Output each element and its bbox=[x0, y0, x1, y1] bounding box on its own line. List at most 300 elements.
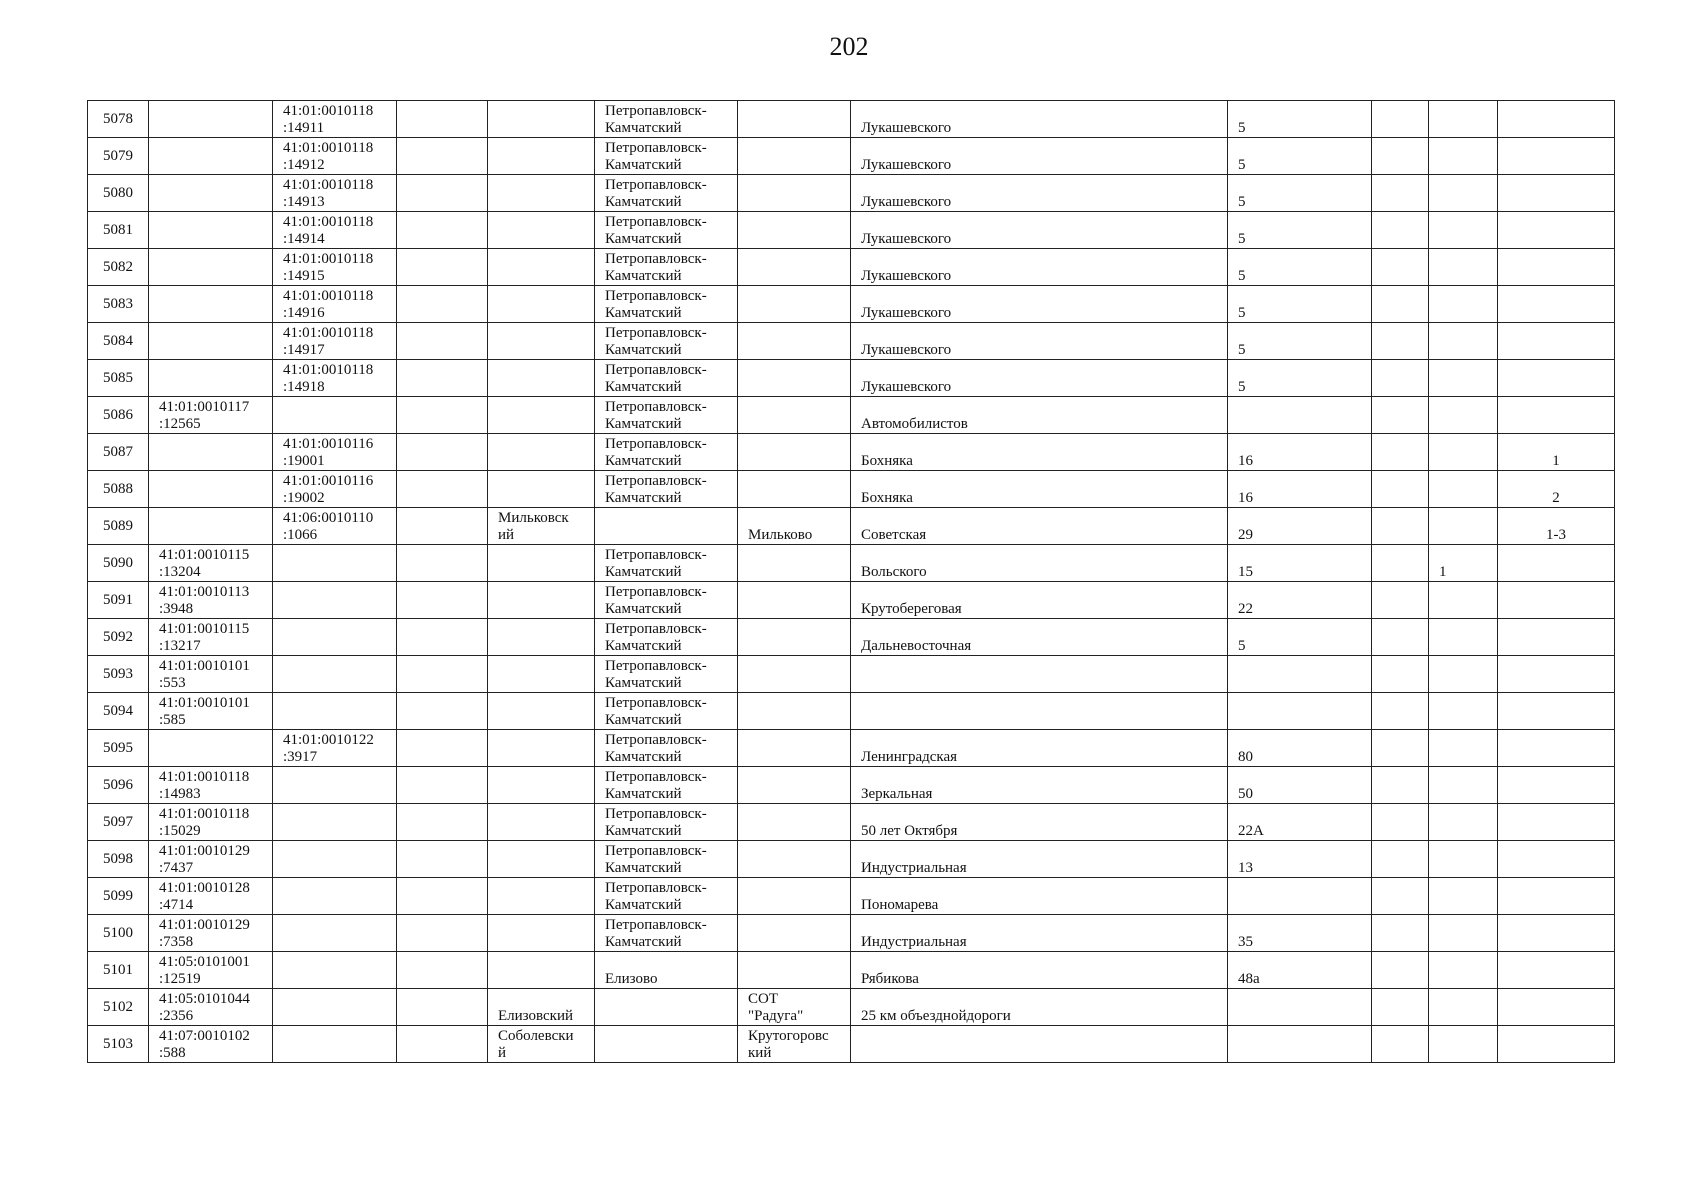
table-row bbox=[88, 397, 1615, 434]
structure-cell bbox=[1429, 952, 1498, 989]
row-number-cell: 5096 bbox=[88, 767, 149, 804]
apartment-cell bbox=[1498, 286, 1615, 323]
blank-cell bbox=[397, 915, 488, 952]
apartment-cell bbox=[1498, 1026, 1615, 1063]
house-cell: 5 bbox=[1228, 286, 1372, 323]
house-cell: 13 bbox=[1228, 841, 1372, 878]
table-row bbox=[88, 915, 1615, 952]
cadastral-number-cell: 41:05:0101001 :12519 bbox=[149, 952, 273, 989]
building-cell bbox=[1372, 878, 1429, 915]
structure-cell bbox=[1429, 730, 1498, 767]
city-cell: Петропавловск- Камчатский bbox=[595, 249, 738, 286]
table-row bbox=[88, 952, 1615, 989]
district-cell bbox=[488, 767, 595, 804]
street-cell: Лукашевского bbox=[851, 286, 1228, 323]
settlement-cell bbox=[738, 471, 851, 508]
settlement-cell: Крутогоровс кий bbox=[738, 1026, 851, 1063]
settlement-cell: Мильково bbox=[738, 508, 851, 545]
table-row bbox=[88, 841, 1615, 878]
blank-cell bbox=[397, 323, 488, 360]
cadastral-number-cell bbox=[149, 101, 273, 138]
cadastral-number-alt-cell: 41:01:0010118 :14913 bbox=[273, 175, 397, 212]
blank-cell bbox=[397, 471, 488, 508]
table-body bbox=[88, 101, 1615, 1063]
apartment-cell bbox=[1498, 989, 1615, 1026]
settlement-cell bbox=[738, 693, 851, 730]
table-row bbox=[88, 508, 1615, 545]
cadastral-number-cell bbox=[149, 508, 273, 545]
house-cell bbox=[1228, 693, 1372, 730]
house-cell: 35 bbox=[1228, 915, 1372, 952]
street-cell: Лукашевского bbox=[851, 175, 1228, 212]
settlement-cell bbox=[738, 101, 851, 138]
apartment-cell bbox=[1498, 619, 1615, 656]
building-cell bbox=[1372, 1026, 1429, 1063]
cadastral-number-alt-cell: 41:01:0010118 :14915 bbox=[273, 249, 397, 286]
row-number-cell: 5083 bbox=[88, 286, 149, 323]
cadastral-number-alt-cell bbox=[273, 619, 397, 656]
building-cell bbox=[1372, 360, 1429, 397]
settlement-cell bbox=[738, 878, 851, 915]
row-number-cell: 5084 bbox=[88, 323, 149, 360]
city-cell: Петропавловск- Камчатский bbox=[595, 804, 738, 841]
building-cell bbox=[1372, 915, 1429, 952]
house-cell: 5 bbox=[1228, 175, 1372, 212]
city-cell: Петропавловск- Камчатский bbox=[595, 693, 738, 730]
registry-table bbox=[87, 100, 1615, 1063]
structure-cell bbox=[1429, 619, 1498, 656]
building-cell bbox=[1372, 175, 1429, 212]
building-cell bbox=[1372, 582, 1429, 619]
cadastral-number-alt-cell: 41:01:0010122 :3917 bbox=[273, 730, 397, 767]
structure-cell bbox=[1429, 693, 1498, 730]
structure-cell bbox=[1429, 286, 1498, 323]
table-row bbox=[88, 656, 1615, 693]
district-cell bbox=[488, 360, 595, 397]
cadastral-number-cell bbox=[149, 360, 273, 397]
street-cell: Пономарева bbox=[851, 878, 1228, 915]
building-cell bbox=[1372, 101, 1429, 138]
settlement-cell bbox=[738, 767, 851, 804]
table-row bbox=[88, 1026, 1615, 1063]
settlement-cell bbox=[738, 138, 851, 175]
house-cell: 15 bbox=[1228, 545, 1372, 582]
blank-cell bbox=[397, 360, 488, 397]
blank-cell bbox=[397, 619, 488, 656]
city-cell bbox=[595, 1026, 738, 1063]
cadastral-number-cell bbox=[149, 249, 273, 286]
street-cell: Ленинградская bbox=[851, 730, 1228, 767]
district-cell bbox=[488, 212, 595, 249]
district-cell: Мильковск ий bbox=[488, 508, 595, 545]
street-cell: 25 км объезднойдороги bbox=[851, 989, 1228, 1026]
cadastral-number-alt-cell bbox=[273, 693, 397, 730]
building-cell bbox=[1372, 286, 1429, 323]
district-cell bbox=[488, 915, 595, 952]
building-cell bbox=[1372, 804, 1429, 841]
building-cell bbox=[1372, 471, 1429, 508]
city-cell bbox=[595, 989, 738, 1026]
settlement-cell bbox=[738, 656, 851, 693]
structure-cell bbox=[1429, 397, 1498, 434]
building-cell bbox=[1372, 656, 1429, 693]
house-cell bbox=[1228, 656, 1372, 693]
cadastral-number-alt-cell bbox=[273, 1026, 397, 1063]
row-number-cell: 5092 bbox=[88, 619, 149, 656]
blank-cell bbox=[397, 952, 488, 989]
settlement-cell bbox=[738, 730, 851, 767]
apartment-cell bbox=[1498, 804, 1615, 841]
cadastral-number-cell: 41:01:0010117 :12565 bbox=[149, 397, 273, 434]
house-cell: 5 bbox=[1228, 323, 1372, 360]
district-cell bbox=[488, 471, 595, 508]
blank-cell bbox=[397, 804, 488, 841]
district-cell bbox=[488, 878, 595, 915]
building-cell bbox=[1372, 841, 1429, 878]
cadastral-number-alt-cell: 41:06:0010110 :1066 bbox=[273, 508, 397, 545]
street-cell: Лукашевского bbox=[851, 323, 1228, 360]
settlement-cell bbox=[738, 249, 851, 286]
row-number-cell: 5088 bbox=[88, 471, 149, 508]
building-cell bbox=[1372, 619, 1429, 656]
apartment-cell bbox=[1498, 175, 1615, 212]
house-cell bbox=[1228, 878, 1372, 915]
cadastral-number-cell: 41:07:0010102 :588 bbox=[149, 1026, 273, 1063]
city-cell: Петропавловск- Камчатский bbox=[595, 841, 738, 878]
apartment-cell bbox=[1498, 915, 1615, 952]
apartment-cell: 2 bbox=[1498, 471, 1615, 508]
city-cell: Елизово bbox=[595, 952, 738, 989]
city-cell: Петропавловск- Камчатский bbox=[595, 434, 738, 471]
district-cell: Елизовский bbox=[488, 989, 595, 1026]
district-cell bbox=[488, 323, 595, 360]
cadastral-number-cell: 41:01:0010113 :3948 bbox=[149, 582, 273, 619]
district-cell bbox=[488, 434, 595, 471]
blank-cell bbox=[397, 138, 488, 175]
structure-cell: 1 bbox=[1429, 545, 1498, 582]
blank-cell bbox=[397, 249, 488, 286]
cadastral-number-alt-cell: 41:01:0010116 :19002 bbox=[273, 471, 397, 508]
cadastral-number-cell bbox=[149, 323, 273, 360]
structure-cell bbox=[1429, 656, 1498, 693]
house-cell: 5 bbox=[1228, 249, 1372, 286]
city-cell bbox=[595, 508, 738, 545]
table-row bbox=[88, 323, 1615, 360]
house-cell: 50 bbox=[1228, 767, 1372, 804]
street-cell: Индустриальная bbox=[851, 841, 1228, 878]
street-cell: Индустриальная bbox=[851, 915, 1228, 952]
structure-cell bbox=[1429, 212, 1498, 249]
district-cell bbox=[488, 545, 595, 582]
building-cell bbox=[1372, 545, 1429, 582]
house-cell bbox=[1228, 397, 1372, 434]
cadastral-number-cell bbox=[149, 471, 273, 508]
settlement-cell bbox=[738, 915, 851, 952]
cadastral-number-alt-cell bbox=[273, 804, 397, 841]
row-number-cell: 5081 bbox=[88, 212, 149, 249]
building-cell bbox=[1372, 693, 1429, 730]
structure-cell bbox=[1429, 249, 1498, 286]
blank-cell bbox=[397, 286, 488, 323]
apartment-cell bbox=[1498, 323, 1615, 360]
apartment-cell bbox=[1498, 730, 1615, 767]
structure-cell bbox=[1429, 471, 1498, 508]
table-row bbox=[88, 730, 1615, 767]
cadastral-number-alt-cell bbox=[273, 545, 397, 582]
page-number: 202 bbox=[829, 32, 869, 61]
blank-cell bbox=[397, 175, 488, 212]
city-cell: Петропавловск- Камчатский bbox=[595, 138, 738, 175]
blank-cell bbox=[397, 508, 488, 545]
settlement-cell bbox=[738, 323, 851, 360]
street-cell: Лукашевского bbox=[851, 101, 1228, 138]
city-cell: Петропавловск- Камчатский bbox=[595, 767, 738, 804]
table-row bbox=[88, 101, 1615, 138]
district-cell bbox=[488, 175, 595, 212]
row-number-cell: 5102 bbox=[88, 989, 149, 1026]
cadastral-number-alt-cell: 41:01:0010118 :14916 bbox=[273, 286, 397, 323]
table-row bbox=[88, 249, 1615, 286]
blank-cell bbox=[397, 545, 488, 582]
district-cell bbox=[488, 286, 595, 323]
table-row bbox=[88, 360, 1615, 397]
structure-cell bbox=[1429, 434, 1498, 471]
table-row bbox=[88, 693, 1615, 730]
table-row bbox=[88, 212, 1615, 249]
row-number-cell: 5086 bbox=[88, 397, 149, 434]
row-number-cell: 5082 bbox=[88, 249, 149, 286]
row-number-cell: 5093 bbox=[88, 656, 149, 693]
city-cell: Петропавловск- Камчатский bbox=[595, 360, 738, 397]
cadastral-number-cell: 41:01:0010129 :7437 bbox=[149, 841, 273, 878]
house-cell: 29 bbox=[1228, 508, 1372, 545]
row-number-cell: 5099 bbox=[88, 878, 149, 915]
city-cell: Петропавловск- Камчатский bbox=[595, 212, 738, 249]
row-number-cell: 5095 bbox=[88, 730, 149, 767]
row-number-cell: 5101 bbox=[88, 952, 149, 989]
district-cell bbox=[488, 582, 595, 619]
blank-cell bbox=[397, 693, 488, 730]
house-cell: 48а bbox=[1228, 952, 1372, 989]
settlement-cell bbox=[738, 952, 851, 989]
house-cell: 5 bbox=[1228, 212, 1372, 249]
city-cell: Петропавловск- Камчатский bbox=[595, 323, 738, 360]
row-number-cell: 5078 bbox=[88, 101, 149, 138]
district-cell bbox=[488, 952, 595, 989]
apartment-cell bbox=[1498, 952, 1615, 989]
structure-cell bbox=[1429, 915, 1498, 952]
city-cell: Петропавловск- Камчатский bbox=[595, 545, 738, 582]
district-cell bbox=[488, 730, 595, 767]
table-row bbox=[88, 989, 1615, 1026]
apartment-cell: 1 bbox=[1498, 434, 1615, 471]
cadastral-number-alt-cell: 41:01:0010116 :19001 bbox=[273, 434, 397, 471]
city-cell: Петропавловск- Камчатский bbox=[595, 286, 738, 323]
cadastral-number-cell bbox=[149, 212, 273, 249]
apartment-cell bbox=[1498, 693, 1615, 730]
settlement-cell bbox=[738, 545, 851, 582]
street-cell: 50 лет Октября bbox=[851, 804, 1228, 841]
street-cell: Вольского bbox=[851, 545, 1228, 582]
apartment-cell bbox=[1498, 212, 1615, 249]
table-row bbox=[88, 434, 1615, 471]
district-cell bbox=[488, 397, 595, 434]
cadastral-number-cell: 41:01:0010129 :7358 bbox=[149, 915, 273, 952]
cadastral-number-alt-cell bbox=[273, 841, 397, 878]
building-cell bbox=[1372, 249, 1429, 286]
district-cell bbox=[488, 804, 595, 841]
settlement-cell: СОТ "Радуга" bbox=[738, 989, 851, 1026]
apartment-cell bbox=[1498, 138, 1615, 175]
blank-cell bbox=[397, 767, 488, 804]
cadastral-number-alt-cell bbox=[273, 656, 397, 693]
row-number-cell: 5090 bbox=[88, 545, 149, 582]
district-cell bbox=[488, 693, 595, 730]
city-cell: Петропавловск- Камчатский bbox=[595, 619, 738, 656]
settlement-cell bbox=[738, 804, 851, 841]
building-cell bbox=[1372, 989, 1429, 1026]
street-cell: Лукашевского bbox=[851, 138, 1228, 175]
house-cell: 5 bbox=[1228, 101, 1372, 138]
structure-cell bbox=[1429, 878, 1498, 915]
apartment-cell bbox=[1498, 656, 1615, 693]
blank-cell bbox=[397, 1026, 488, 1063]
house-cell bbox=[1228, 1026, 1372, 1063]
apartment-cell bbox=[1498, 249, 1615, 286]
house-cell: 16 bbox=[1228, 434, 1372, 471]
structure-cell bbox=[1429, 323, 1498, 360]
street-cell: Зеркальная bbox=[851, 767, 1228, 804]
table-row bbox=[88, 582, 1615, 619]
settlement-cell bbox=[738, 619, 851, 656]
structure-cell bbox=[1429, 138, 1498, 175]
cadastral-number-cell bbox=[149, 730, 273, 767]
street-cell: Советская bbox=[851, 508, 1228, 545]
house-cell: 5 bbox=[1228, 619, 1372, 656]
cadastral-number-cell: 41:01:0010118 :15029 bbox=[149, 804, 273, 841]
row-number-cell: 5094 bbox=[88, 693, 149, 730]
building-cell bbox=[1372, 434, 1429, 471]
apartment-cell bbox=[1498, 397, 1615, 434]
cadastral-number-alt-cell bbox=[273, 582, 397, 619]
cadastral-number-cell: 41:01:0010101 :553 bbox=[149, 656, 273, 693]
structure-cell bbox=[1429, 767, 1498, 804]
table-row bbox=[88, 545, 1615, 582]
cadastral-number-alt-cell: 41:01:0010118 :14917 bbox=[273, 323, 397, 360]
cadastral-number-alt-cell bbox=[273, 397, 397, 434]
settlement-cell bbox=[738, 434, 851, 471]
district-cell bbox=[488, 619, 595, 656]
settlement-cell bbox=[738, 212, 851, 249]
cadastral-number-alt-cell bbox=[273, 952, 397, 989]
cadastral-number-cell bbox=[149, 434, 273, 471]
building-cell bbox=[1372, 397, 1429, 434]
cadastral-number-cell bbox=[149, 138, 273, 175]
house-cell: 22 bbox=[1228, 582, 1372, 619]
building-cell bbox=[1372, 323, 1429, 360]
city-cell: Петропавловск- Камчатский bbox=[595, 656, 738, 693]
cadastral-number-alt-cell: 41:01:0010118 :14918 bbox=[273, 360, 397, 397]
table-row bbox=[88, 471, 1615, 508]
street-cell: Автомобилистов bbox=[851, 397, 1228, 434]
apartment-cell bbox=[1498, 878, 1615, 915]
apartment-cell bbox=[1498, 545, 1615, 582]
row-number-cell: 5100 bbox=[88, 915, 149, 952]
city-cell: Петропавловск- Камчатский bbox=[595, 878, 738, 915]
row-number-cell: 5091 bbox=[88, 582, 149, 619]
row-number-cell: 5087 bbox=[88, 434, 149, 471]
row-number-cell: 5103 bbox=[88, 1026, 149, 1063]
cadastral-number-cell: 41:01:0010128 :4714 bbox=[149, 878, 273, 915]
district-cell bbox=[488, 101, 595, 138]
blank-cell bbox=[397, 434, 488, 471]
apartment-cell: 1-3 bbox=[1498, 508, 1615, 545]
blank-cell bbox=[397, 212, 488, 249]
apartment-cell bbox=[1498, 767, 1615, 804]
street-cell: Лукашевского bbox=[851, 360, 1228, 397]
district-cell bbox=[488, 656, 595, 693]
city-cell: Петропавловск- Камчатский bbox=[595, 915, 738, 952]
structure-cell bbox=[1429, 175, 1498, 212]
apartment-cell bbox=[1498, 582, 1615, 619]
table-row bbox=[88, 286, 1615, 323]
row-number-cell: 5080 bbox=[88, 175, 149, 212]
cadastral-number-cell: 41:01:0010115 :13217 bbox=[149, 619, 273, 656]
building-cell bbox=[1372, 508, 1429, 545]
structure-cell bbox=[1429, 508, 1498, 545]
cadastral-number-cell: 41:01:0010115 :13204 bbox=[149, 545, 273, 582]
cadastral-number-alt-cell bbox=[273, 878, 397, 915]
street-cell: Бохняка bbox=[851, 471, 1228, 508]
structure-cell bbox=[1429, 101, 1498, 138]
building-cell bbox=[1372, 730, 1429, 767]
cadastral-number-alt-cell bbox=[273, 989, 397, 1026]
cadastral-number-alt-cell: 41:01:0010118 :14914 bbox=[273, 212, 397, 249]
table-row bbox=[88, 878, 1615, 915]
cadastral-number-alt-cell: 41:01:0010118 :14912 bbox=[273, 138, 397, 175]
settlement-cell bbox=[738, 582, 851, 619]
street-cell: Бохняка bbox=[851, 434, 1228, 471]
structure-cell bbox=[1429, 582, 1498, 619]
row-number-cell: 5079 bbox=[88, 138, 149, 175]
apartment-cell bbox=[1498, 360, 1615, 397]
row-number-cell: 5097 bbox=[88, 804, 149, 841]
row-number-cell: 5085 bbox=[88, 360, 149, 397]
cadastral-number-alt-cell bbox=[273, 915, 397, 952]
structure-cell bbox=[1429, 804, 1498, 841]
table-row bbox=[88, 175, 1615, 212]
blank-cell bbox=[397, 397, 488, 434]
table-row bbox=[88, 619, 1615, 656]
structure-cell bbox=[1429, 989, 1498, 1026]
structure-cell bbox=[1429, 841, 1498, 878]
house-cell: 22А bbox=[1228, 804, 1372, 841]
blank-cell bbox=[397, 656, 488, 693]
city-cell: Петропавловск- Камчатский bbox=[595, 175, 738, 212]
cadastral-number-alt-cell bbox=[273, 767, 397, 804]
blank-cell bbox=[397, 841, 488, 878]
blank-cell bbox=[397, 989, 488, 1026]
city-cell: Петропавловск- Камчатский bbox=[595, 397, 738, 434]
table-row bbox=[88, 138, 1615, 175]
settlement-cell bbox=[738, 397, 851, 434]
district-cell bbox=[488, 841, 595, 878]
blank-cell bbox=[397, 101, 488, 138]
city-cell: Петропавловск- Камчатский bbox=[595, 101, 738, 138]
structure-cell bbox=[1429, 360, 1498, 397]
apartment-cell bbox=[1498, 101, 1615, 138]
settlement-cell bbox=[738, 360, 851, 397]
